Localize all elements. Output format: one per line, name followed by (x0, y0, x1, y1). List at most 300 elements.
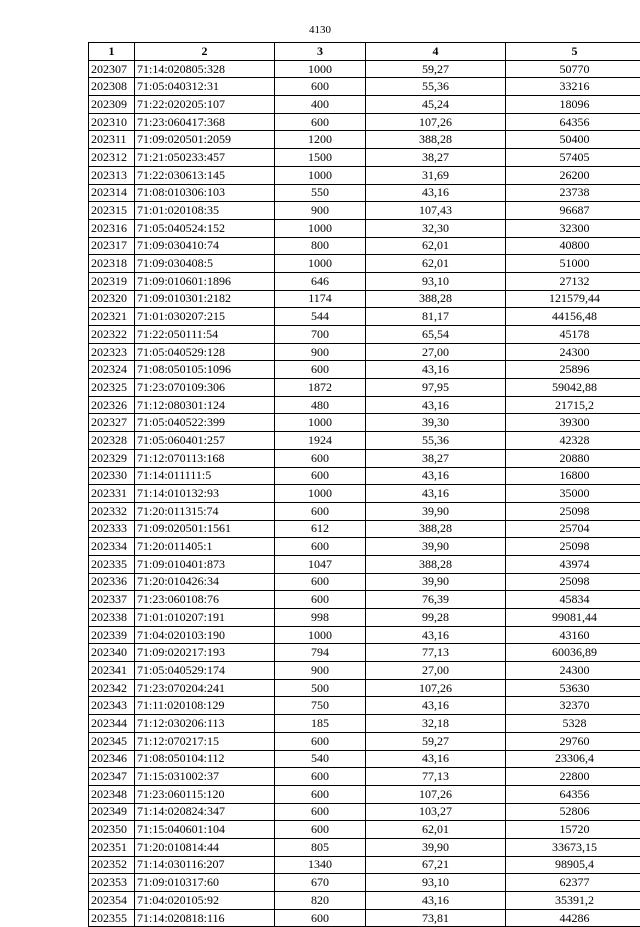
table-cell: 97,95 (366, 379, 506, 397)
table-cell: 202355 (89, 909, 135, 927)
table-cell: 71:05:040529:128 (135, 343, 275, 361)
table-cell: 43,16 (366, 467, 506, 485)
table-cell: 202348 (89, 785, 135, 803)
table-row (89, 237, 640, 255)
table-cell: 202352 (89, 856, 135, 874)
table-cell: 71:12:080301:124 (135, 396, 275, 414)
table-cell: 202344 (89, 715, 135, 733)
table-cell: 202339 (89, 626, 135, 644)
table-cell: 57405 (506, 149, 640, 167)
table-cell: 1000 (275, 414, 366, 432)
header-row (89, 43, 640, 61)
table-cell: 62,01 (366, 255, 506, 273)
table-row (89, 290, 640, 308)
table-cell: 53630 (506, 679, 640, 697)
table-cell: 202353 (89, 874, 135, 892)
table-cell: 16800 (506, 467, 640, 485)
table-cell: 202308 (89, 78, 135, 96)
table-cell: 45178 (506, 326, 640, 344)
table-cell: 750 (275, 697, 366, 715)
table-cell: 43,16 (366, 626, 506, 644)
table-cell: 202318 (89, 255, 135, 273)
table-cell: 43160 (506, 626, 640, 644)
table-cell: 71:09:020501:1561 (135, 520, 275, 538)
table-cell: 71:20:010814:44 (135, 838, 275, 856)
table-cell: 202343 (89, 697, 135, 715)
table-row (89, 591, 640, 609)
table-cell: 55,36 (366, 78, 506, 96)
table-cell: 71:15:040601:104 (135, 821, 275, 839)
table-cell: 202311 (89, 131, 135, 149)
column-header: 5 (506, 43, 640, 61)
table-cell: 60036,89 (506, 644, 640, 662)
table-cell: 202330 (89, 467, 135, 485)
table-cell: 31,69 (366, 166, 506, 184)
table-cell: 1340 (275, 856, 366, 874)
table-cell: 71:15:031002:37 (135, 768, 275, 786)
table-cell: 44156,48 (506, 308, 640, 326)
table-cell: 5328 (506, 715, 640, 733)
table-cell: 71:09:010401:873 (135, 555, 275, 573)
table-row (89, 768, 640, 786)
table-cell: 26200 (506, 166, 640, 184)
table-cell: 20880 (506, 449, 640, 467)
table-row (89, 60, 640, 78)
table-row (89, 396, 640, 414)
table-cell: 45834 (506, 591, 640, 609)
table-cell: 27,00 (366, 343, 506, 361)
table-cell: 202354 (89, 892, 135, 910)
table-row (89, 750, 640, 768)
table-cell: 480 (275, 396, 366, 414)
table-cell: 612 (275, 520, 366, 538)
table-row (89, 626, 640, 644)
table-cell: 81,17 (366, 308, 506, 326)
table-cell: 998 (275, 609, 366, 627)
table-cell: 22800 (506, 768, 640, 786)
table-row (89, 432, 640, 450)
table-cell: 103,27 (366, 803, 506, 821)
table-cell: 202322 (89, 326, 135, 344)
table-row (89, 485, 640, 503)
table-cell: 71:04:020105:92 (135, 892, 275, 910)
table-cell: 600 (275, 768, 366, 786)
table-cell: 202340 (89, 644, 135, 662)
table-cell: 600 (275, 573, 366, 591)
table-cell: 21715,2 (506, 396, 640, 414)
table-cell: 71:09:030410:74 (135, 237, 275, 255)
table-cell: 202325 (89, 379, 135, 397)
table-cell: 600 (275, 78, 366, 96)
table-row (89, 131, 640, 149)
table-cell: 600 (275, 821, 366, 839)
table-cell: 202321 (89, 308, 135, 326)
table-cell: 202331 (89, 485, 135, 503)
table-cell: 45,24 (366, 96, 506, 114)
column-header: 4 (366, 43, 506, 61)
table-cell: 39,30 (366, 414, 506, 432)
table-row (89, 715, 640, 733)
table-cell: 23738 (506, 184, 640, 202)
table-cell: 27132 (506, 272, 640, 290)
table-cell: 646 (275, 272, 366, 290)
table-cell: 71:05:040522:399 (135, 414, 275, 432)
table-cell: 42328 (506, 432, 640, 450)
table-cell: 107,26 (366, 785, 506, 803)
table-cell: 71:22:050111:54 (135, 326, 275, 344)
table-row (89, 785, 640, 803)
table-row (89, 803, 640, 821)
table-cell: 400 (275, 96, 366, 114)
table-body (89, 60, 640, 927)
table-cell: 73,81 (366, 909, 506, 927)
table-cell: 99081,44 (506, 609, 640, 627)
table-cell: 50770 (506, 60, 640, 78)
table-cell: 43,16 (366, 485, 506, 503)
table-cell: 202328 (89, 432, 135, 450)
table-cell: 64356 (506, 113, 640, 131)
table-cell: 107,26 (366, 679, 506, 697)
table-row (89, 909, 640, 927)
table-row (89, 361, 640, 379)
table-row (89, 838, 640, 856)
table-cell: 202315 (89, 202, 135, 220)
table-cell: 107,26 (366, 113, 506, 131)
table-cell: 1174 (275, 290, 366, 308)
table-cell: 700 (275, 326, 366, 344)
table-cell: 25704 (506, 520, 640, 538)
table-cell: 820 (275, 892, 366, 910)
table-cell: 600 (275, 113, 366, 131)
table-cell: 107,43 (366, 202, 506, 220)
table-cell: 71:23:070109:306 (135, 379, 275, 397)
table-cell: 202316 (89, 219, 135, 237)
table-cell: 43,16 (366, 184, 506, 202)
table-row (89, 520, 640, 538)
table-cell: 71:08:050104:112 (135, 750, 275, 768)
table-cell: 76,39 (366, 591, 506, 609)
table-row (89, 609, 640, 627)
table-cell: 71:14:011111:5 (135, 467, 275, 485)
table-cell: 71:09:030408:5 (135, 255, 275, 273)
table-cell: 202338 (89, 609, 135, 627)
table-cell: 35391,2 (506, 892, 640, 910)
table-cell: 64356 (506, 785, 640, 803)
table-cell: 59042,88 (506, 379, 640, 397)
table-cell: 202334 (89, 538, 135, 556)
table-cell: 600 (275, 538, 366, 556)
table-cell: 18096 (506, 96, 640, 114)
table-cell: 1000 (275, 626, 366, 644)
table-cell: 202309 (89, 96, 135, 114)
table-cell: 98905,4 (506, 856, 640, 874)
table-cell: 202313 (89, 166, 135, 184)
table-cell: 544 (275, 308, 366, 326)
data-table (88, 42, 640, 927)
table-row (89, 326, 640, 344)
table-row (89, 149, 640, 167)
table-cell: 71:05:040312:31 (135, 78, 275, 96)
table-cell: 27,00 (366, 662, 506, 680)
table-cell: 55,36 (366, 432, 506, 450)
table-cell: 71:23:060115:120 (135, 785, 275, 803)
table-cell: 71:01:030207:215 (135, 308, 275, 326)
table-cell: 50400 (506, 131, 640, 149)
table-row (89, 697, 640, 715)
table-cell: 71:01:020108:35 (135, 202, 275, 220)
table-cell: 38,27 (366, 449, 506, 467)
table-cell: 39,90 (366, 502, 506, 520)
table-cell: 71:09:010317:60 (135, 874, 275, 892)
table-cell: 43,16 (366, 892, 506, 910)
table-cell: 202335 (89, 555, 135, 573)
table-cell: 550 (275, 184, 366, 202)
table-cell: 202317 (89, 237, 135, 255)
table-cell: 202347 (89, 768, 135, 786)
table-cell: 77,13 (366, 644, 506, 662)
table-cell: 600 (275, 361, 366, 379)
table-cell: 71:01:010207:191 (135, 609, 275, 627)
table-cell: 540 (275, 750, 366, 768)
table-cell: 1000 (275, 166, 366, 184)
table-cell: 93,10 (366, 874, 506, 892)
table-cell: 600 (275, 732, 366, 750)
table-row (89, 538, 640, 556)
table-cell: 388,28 (366, 290, 506, 308)
table-row (89, 874, 640, 892)
table-row (89, 555, 640, 573)
table-cell: 43,16 (366, 396, 506, 414)
table-cell: 52806 (506, 803, 640, 821)
table-cell: 24300 (506, 662, 640, 680)
table-cell: 71:05:040524:152 (135, 219, 275, 237)
table-cell: 59,27 (366, 732, 506, 750)
table-cell: 23306,4 (506, 750, 640, 768)
table-cell: 15720 (506, 821, 640, 839)
table-cell: 71:08:010306:103 (135, 184, 275, 202)
table-cell: 202332 (89, 502, 135, 520)
table-row (89, 379, 640, 397)
table-cell: 93,10 (366, 272, 506, 290)
table-cell: 62377 (506, 874, 640, 892)
table-cell: 71:14:020824:347 (135, 803, 275, 821)
table-cell: 202329 (89, 449, 135, 467)
table-cell: 794 (275, 644, 366, 662)
table-cell: 600 (275, 591, 366, 609)
table-cell: 71:04:020103:190 (135, 626, 275, 644)
table-cell: 71:20:011405:1 (135, 538, 275, 556)
table-cell: 202336 (89, 573, 135, 591)
table-cell: 1500 (275, 149, 366, 167)
table-cell: 800 (275, 237, 366, 255)
column-header: 1 (89, 43, 135, 61)
table-cell: 43974 (506, 555, 640, 573)
table-cell: 71:09:010601:1896 (135, 272, 275, 290)
table-cell: 67,21 (366, 856, 506, 874)
table-cell: 39300 (506, 414, 640, 432)
table-cell: 202337 (89, 591, 135, 609)
table-cell: 71:12:070113:168 (135, 449, 275, 467)
table-cell: 202333 (89, 520, 135, 538)
table-cell: 71:23:070204:241 (135, 679, 275, 697)
table-cell: 202320 (89, 290, 135, 308)
table-cell: 71:20:010426:34 (135, 573, 275, 591)
table-cell: 77,13 (366, 768, 506, 786)
table-cell: 1000 (275, 219, 366, 237)
table-cell: 29760 (506, 732, 640, 750)
table-row (89, 219, 640, 237)
table-cell: 670 (275, 874, 366, 892)
table-cell: 39,90 (366, 838, 506, 856)
table-cell: 25098 (506, 502, 640, 520)
table-cell: 32300 (506, 219, 640, 237)
table-cell: 1200 (275, 131, 366, 149)
table-cell: 25098 (506, 538, 640, 556)
table-cell: 202346 (89, 750, 135, 768)
table-cell: 900 (275, 202, 366, 220)
table-cell: 71:23:060417:368 (135, 113, 275, 131)
table-cell: 71:09:010301:2182 (135, 290, 275, 308)
table-cell: 900 (275, 662, 366, 680)
table-row (89, 78, 640, 96)
table-cell: 25896 (506, 361, 640, 379)
table-cell: 202341 (89, 662, 135, 680)
column-header: 2 (135, 43, 275, 61)
table-cell: 44286 (506, 909, 640, 927)
table-cell: 43,16 (366, 697, 506, 715)
table-cell: 71:11:020108:129 (135, 697, 275, 715)
table-cell: 39,90 (366, 538, 506, 556)
table-cell: 202323 (89, 343, 135, 361)
table-cell: 202345 (89, 732, 135, 750)
table-row (89, 414, 640, 432)
table-cell: 71:09:020217:193 (135, 644, 275, 662)
table-cell: 202351 (89, 838, 135, 856)
table-cell: 71:12:030206:113 (135, 715, 275, 733)
table-cell: 185 (275, 715, 366, 733)
table-row (89, 96, 640, 114)
table-row (89, 202, 640, 220)
page-number: 4130 (0, 24, 640, 36)
table-cell: 900 (275, 343, 366, 361)
table-cell: 40800 (506, 237, 640, 255)
table-cell: 600 (275, 449, 366, 467)
table-cell: 600 (275, 502, 366, 520)
table-row (89, 892, 640, 910)
table-cell: 600 (275, 909, 366, 927)
table-cell: 38,27 (366, 149, 506, 167)
table-cell: 39,90 (366, 573, 506, 591)
table-cell: 32,30 (366, 219, 506, 237)
table-cell: 62,01 (366, 237, 506, 255)
table-cell: 600 (275, 785, 366, 803)
table-cell: 1000 (275, 255, 366, 273)
table-cell: 202310 (89, 113, 135, 131)
table-cell: 71:14:030116:207 (135, 856, 275, 874)
table-cell: 71:05:060401:257 (135, 432, 275, 450)
table-row (89, 732, 640, 750)
table-row (89, 113, 640, 131)
table-cell: 202342 (89, 679, 135, 697)
table-row (89, 856, 640, 874)
table-cell: 202350 (89, 821, 135, 839)
table-row (89, 467, 640, 485)
table-cell: 32370 (506, 697, 640, 715)
table-cell: 71:23:060108:76 (135, 591, 275, 609)
table-cell: 388,28 (366, 520, 506, 538)
table-cell: 1924 (275, 432, 366, 450)
table-cell: 51000 (506, 255, 640, 273)
table-cell: 71:20:011315:74 (135, 502, 275, 520)
table-cell: 600 (275, 467, 366, 485)
table-row (89, 255, 640, 273)
table-cell: 388,28 (366, 555, 506, 573)
table-cell: 202327 (89, 414, 135, 432)
table-cell: 96687 (506, 202, 640, 220)
table-cell: 33216 (506, 78, 640, 96)
table-cell: 24300 (506, 343, 640, 361)
table-cell: 35000 (506, 485, 640, 503)
table-cell: 1000 (275, 60, 366, 78)
table-cell: 33673,15 (506, 838, 640, 856)
table-cell: 65,54 (366, 326, 506, 344)
table-cell: 71:14:020805:328 (135, 60, 275, 78)
table-cell: 71:22:020205:107 (135, 96, 275, 114)
table-cell: 121579,44 (506, 290, 640, 308)
table-cell: 71:08:050105:1096 (135, 361, 275, 379)
table-row (89, 644, 640, 662)
table-cell: 1047 (275, 555, 366, 573)
table-cell: 202324 (89, 361, 135, 379)
table-row (89, 679, 640, 697)
table-row (89, 821, 640, 839)
table-cell: 202319 (89, 272, 135, 290)
table-row (89, 662, 640, 680)
table-cell: 71:12:070217:15 (135, 732, 275, 750)
table-cell: 71:21:050233:457 (135, 149, 275, 167)
table-cell: 32,18 (366, 715, 506, 733)
table-cell: 71:14:020818:116 (135, 909, 275, 927)
table-cell: 71:14:010132:93 (135, 485, 275, 503)
table-cell: 500 (275, 679, 366, 697)
table-cell: 43,16 (366, 750, 506, 768)
table-row (89, 166, 640, 184)
table-row (89, 308, 640, 326)
table-cell: 600 (275, 803, 366, 821)
table-cell: 59,27 (366, 60, 506, 78)
table-cell: 71:05:040529:174 (135, 662, 275, 680)
table-row (89, 184, 640, 202)
table-row (89, 272, 640, 290)
table-cell: 71:22:030613:145 (135, 166, 275, 184)
table-cell: 1000 (275, 485, 366, 503)
table-cell: 99,28 (366, 609, 506, 627)
table-cell: 1872 (275, 379, 366, 397)
table-cell: 202349 (89, 803, 135, 821)
table-cell: 43,16 (366, 361, 506, 379)
table-cell: 25098 (506, 573, 640, 591)
table-row (89, 502, 640, 520)
table-cell: 71:09:020501:2059 (135, 131, 275, 149)
table-cell: 202314 (89, 184, 135, 202)
column-header: 3 (275, 43, 366, 61)
table-row (89, 449, 640, 467)
table-cell: 62,01 (366, 821, 506, 839)
table-cell: 388,28 (366, 131, 506, 149)
table-row (89, 343, 640, 361)
table-cell: 805 (275, 838, 366, 856)
table-row (89, 573, 640, 591)
